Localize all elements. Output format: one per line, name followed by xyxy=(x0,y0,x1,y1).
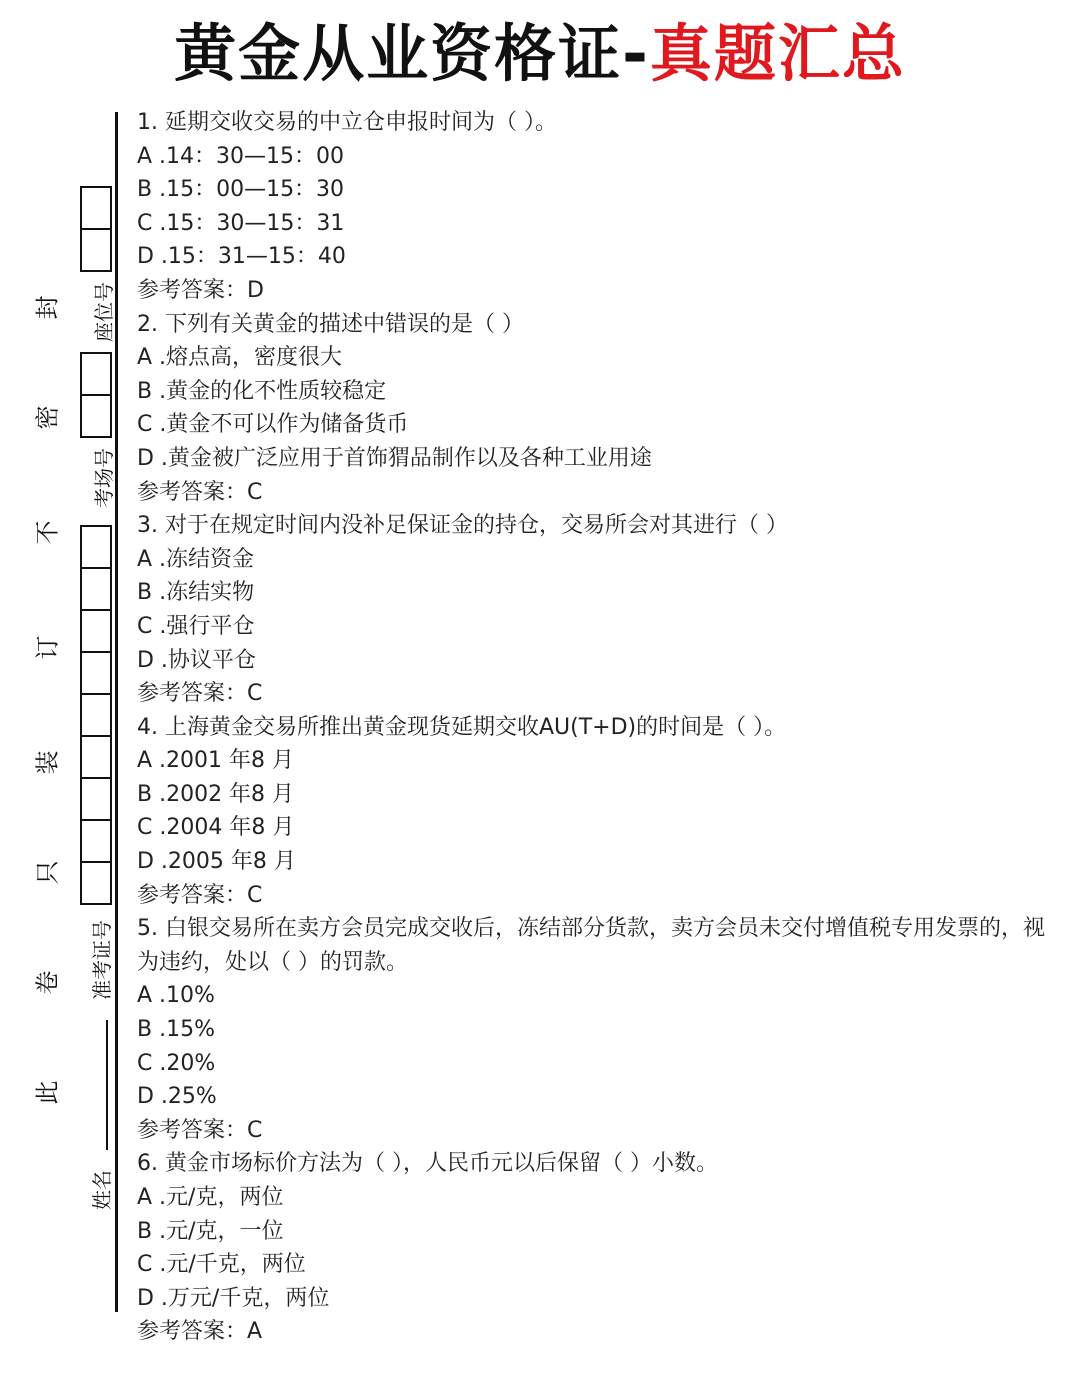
question-2 xyxy=(137,308,1057,510)
option-a: A .10% xyxy=(137,983,215,1009)
option-a: A .熔点高，密度很大 xyxy=(137,345,343,371)
input-box xyxy=(82,230,110,272)
seal-char: 装 xyxy=(33,750,62,775)
input-box xyxy=(82,569,110,611)
seal-char: 只 xyxy=(33,860,62,885)
title-main: 黄金从业资格证- xyxy=(174,17,650,90)
seat-label: 座位号 xyxy=(92,282,116,342)
room-number-boxes xyxy=(80,352,112,438)
seal-char: 此 xyxy=(33,1080,62,1105)
input-box xyxy=(82,188,110,230)
answer: 参考答案：D xyxy=(137,277,264,303)
option-c: C .2004 年8 月 xyxy=(137,815,295,841)
question-1 xyxy=(137,106,1057,308)
answer: 参考答案：C xyxy=(137,1117,263,1143)
option-d: D .协议平仓 xyxy=(137,647,256,673)
question-stem: 1. 延期交收交易的中立仓申报时间为（ ）。 xyxy=(137,110,557,135)
question-stem: 6. 黄金市场标价方法为（ ），人民币元以后保留（ ）小数。 xyxy=(137,1151,718,1177)
ticket-label: 准考证号 xyxy=(90,920,114,1000)
option-a: A .2001 年8 月 xyxy=(137,748,295,774)
option-a: A .14：30—15：00 xyxy=(137,143,345,169)
question-list xyxy=(137,106,1057,1349)
seal-char: 密 xyxy=(33,405,62,430)
title-highlight: 真题汇总 xyxy=(649,17,906,90)
option-d: D .万元/千克，两位 xyxy=(137,1285,330,1311)
option-b: B .黄金的化不性质较稳定 xyxy=(137,378,387,404)
option-c: C .元/千克，两位 xyxy=(137,1252,306,1278)
option-b: B .元/克，一位 xyxy=(137,1218,284,1244)
option-b: B .2002 年8 月 xyxy=(137,781,295,807)
name-underline xyxy=(106,1020,108,1150)
option-d: D .黄金被广泛应用于首饰猬品制作以及各种工业用途 xyxy=(137,445,652,471)
input-box xyxy=(82,527,110,569)
input-box xyxy=(82,653,110,695)
answer: 参考答案：C xyxy=(137,681,263,707)
seal-char: 订 xyxy=(33,635,62,660)
option-c: C .强行平仓 xyxy=(137,613,255,639)
input-box xyxy=(82,863,110,905)
option-a: A .冻结资金 xyxy=(137,546,255,572)
question-5 xyxy=(137,912,1057,1147)
input-box xyxy=(82,821,110,863)
input-box xyxy=(82,779,110,821)
question-3 xyxy=(137,509,1057,711)
question-4 xyxy=(137,711,1057,913)
option-c: C .黄金不可以作为储备货币 xyxy=(137,412,409,438)
answer: 参考答案：C xyxy=(137,882,263,908)
option-d: D .15：31—15：40 xyxy=(137,244,346,270)
option-b: B .冻结实物 xyxy=(137,580,255,606)
option-d: D .25% xyxy=(137,1084,217,1110)
question-stem: 4. 上海黄金交易所推出黄金现货延期交收AU(T+D)的时间是（ ）。 xyxy=(137,714,787,740)
seal-char: 卷 xyxy=(33,970,62,995)
name-label: 姓名 xyxy=(90,1170,114,1210)
ticket-number-boxes xyxy=(80,525,112,905)
question-stem: 2. 下列有关黄金的描述中错误的是（ ） xyxy=(137,311,524,337)
option-b: B .15：00—15：30 xyxy=(137,177,345,203)
page-title xyxy=(0,14,1080,94)
option-d: D .2005 年8 月 xyxy=(137,849,296,875)
input-box xyxy=(82,611,110,653)
seal-char: 不 xyxy=(33,520,62,545)
input-box xyxy=(82,737,110,779)
seat-number-boxes xyxy=(80,186,112,272)
room-label: 考场号 xyxy=(92,448,116,508)
answer: 参考答案：C xyxy=(137,479,263,505)
question-6 xyxy=(137,1147,1057,1349)
question-stem: 5. 白银交易所在卖方会员完成交收后，冻结部分货款，卖方会员未交付增值税专用发票的，视为违约，处以（ ）的罚款。 xyxy=(137,916,1045,975)
option-c: C .20% xyxy=(137,1050,216,1076)
input-box xyxy=(82,695,110,737)
input-box xyxy=(82,354,110,396)
option-b: B .15% xyxy=(137,1017,215,1043)
option-a: A .元/克，两位 xyxy=(137,1185,284,1210)
question-stem: 3. 对于在规定时间内没补足保证金的持仓，交易所会对其进行（ ） xyxy=(137,513,788,539)
option-c: C .15：30—15：31 xyxy=(137,210,345,236)
seal-char: 封 xyxy=(33,295,62,320)
input-box xyxy=(82,396,110,438)
answer: 参考答案：A xyxy=(137,1319,263,1345)
